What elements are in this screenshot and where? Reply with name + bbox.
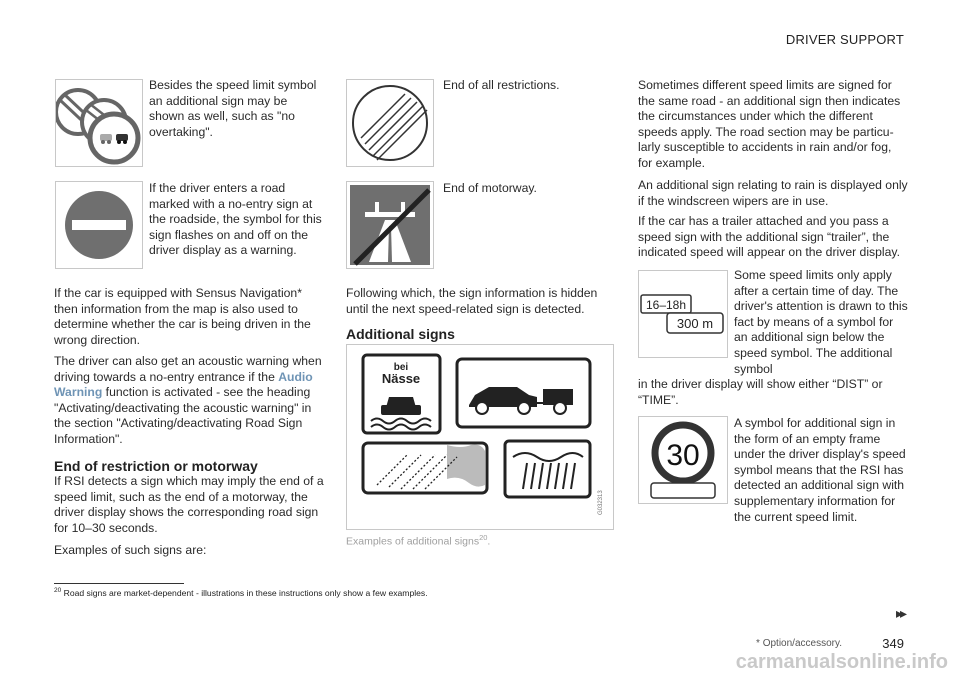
speed-value-text: 30	[666, 439, 700, 472]
sign-naesse-text: Nässe	[381, 371, 421, 386]
audio-warning-link[interactable]: Audio Warning	[54, 369, 313, 400]
additional-signs-caption: Examples of additional signs$^{20}$.	[346, 533, 491, 548]
sign-bei-text: bei	[393, 362, 409, 373]
no-overtaking-description: Besides the speed limit symbol an additional sign may be shown as well, such as "no overtaking".	[149, 78, 317, 139]
sign-hidden-paragraph: Following which, the sign information is hidden until the next speed-related sign is detected.	[346, 286, 598, 316]
end-of-restrictions-description: End of all restrictions.	[443, 78, 560, 92]
caption-footnote-ref[interactable]: 20	[479, 533, 488, 542]
section-header: DRIVER SUPPORT	[785, 32, 904, 47]
watermark: carmanualsonline.info	[735, 651, 948, 673]
audio-warning-text-post: function is activated - see the heading "Activating/deactivating the acoustic warning" in the section "Activating/deactivating Road Sign Information".	[54, 385, 312, 446]
time-of-day-description-continued: in the driver display will show either “DIST” or “TIME”.	[638, 377, 883, 407]
footnote-divider	[54, 583, 184, 584]
no-entry-description: If the driver enters a road marked with a no-entry sign at the roadside, the symbol for this sign flashes on and off on the driver display as a warning.	[149, 181, 322, 258]
end-of-restrictions-sign-image	[346, 79, 434, 167]
sign-time-text: 16–18h	[645, 298, 687, 312]
footnote	[54, 587, 428, 598]
rain-sign-paragraph: An additional sign relating to rain is displayed only if the windscreen wipers are in use.	[638, 178, 908, 208]
trailer-sign	[457, 359, 590, 427]
wet-road-sign	[363, 355, 440, 433]
page-number: 349	[882, 636, 904, 651]
audio-warning-text-pre: The driver can also get an acoustic warning when driving towards a no-entry entrance if the	[54, 354, 322, 384]
end-of-motorway-sign-image	[346, 181, 434, 269]
empty-frame-description: A symbol for additional sign in the form of an empty frame under the driver display's speed symbol means that the RSI has detected an additional sign with supplementary information for the current speed limit.	[734, 416, 906, 524]
speed-with-empty-frame-image	[638, 416, 728, 504]
rain-fog-sign	[363, 443, 487, 493]
end-of-restriction-heading: End of restriction or motorway	[54, 458, 258, 474]
audio-warning-paragraph	[54, 354, 324, 448]
no-entry-sign-image	[55, 181, 143, 269]
navigation-paragraph: If the car is equipped with Sensus Navigation* then information from the map is also used to determine whether the car is being driven in the wrong direction.	[54, 286, 311, 347]
additional-signs-image	[346, 344, 614, 530]
time-of-day-description: Some speed limits only apply after a certain time of day. The driver's attention is drawn to this fact by means of a symbol for an additional sign below the speed symbol. The additional symbol	[734, 268, 908, 376]
different-speed-limits-paragraph: Sometimes different speed limits are signed for the same road - an additional sign then indicates the circumstances under which the different speeds apply. The road section may be particu-larly susceptible to accidents in rain and/or fog, for example.	[638, 78, 901, 170]
time-distance-sign-image	[638, 270, 728, 358]
option-accessory-note: * Option/accessory.	[756, 638, 842, 649]
footnote-text: Road signs are market-dependent - illustrations in these instructions only show a few examples.	[63, 587, 428, 598]
caption-text: Examples of additional signs	[346, 535, 480, 548]
end-of-restriction-paragraph: If RSI detects a sign which may imply the end of a speed limit, such as the end of a motorway, the driver display shows the corresponding road sign for 10–30 seconds.	[54, 474, 324, 535]
trailer-sign-paragraph: If the car has a trailer attached and you pass a speed sign with the additional sign “trailer”, the indicated speed will appear on the driver display.	[638, 214, 900, 260]
end-of-motorway-description: End of motorway.	[443, 181, 537, 195]
wiper-sign	[505, 441, 590, 497]
footnote-ref: 20	[54, 587, 62, 594]
next-page-arrows-icon[interactable]: ▸▸	[895, 605, 904, 621]
sign-dist-text: 300 m	[676, 316, 714, 331]
examples-intro: Examples of such signs are:	[54, 543, 207, 557]
additional-signs-heading: Additional signs	[346, 326, 455, 342]
no-overtaking-sign-image	[55, 79, 143, 167]
image-code: G032313	[598, 490, 604, 515]
